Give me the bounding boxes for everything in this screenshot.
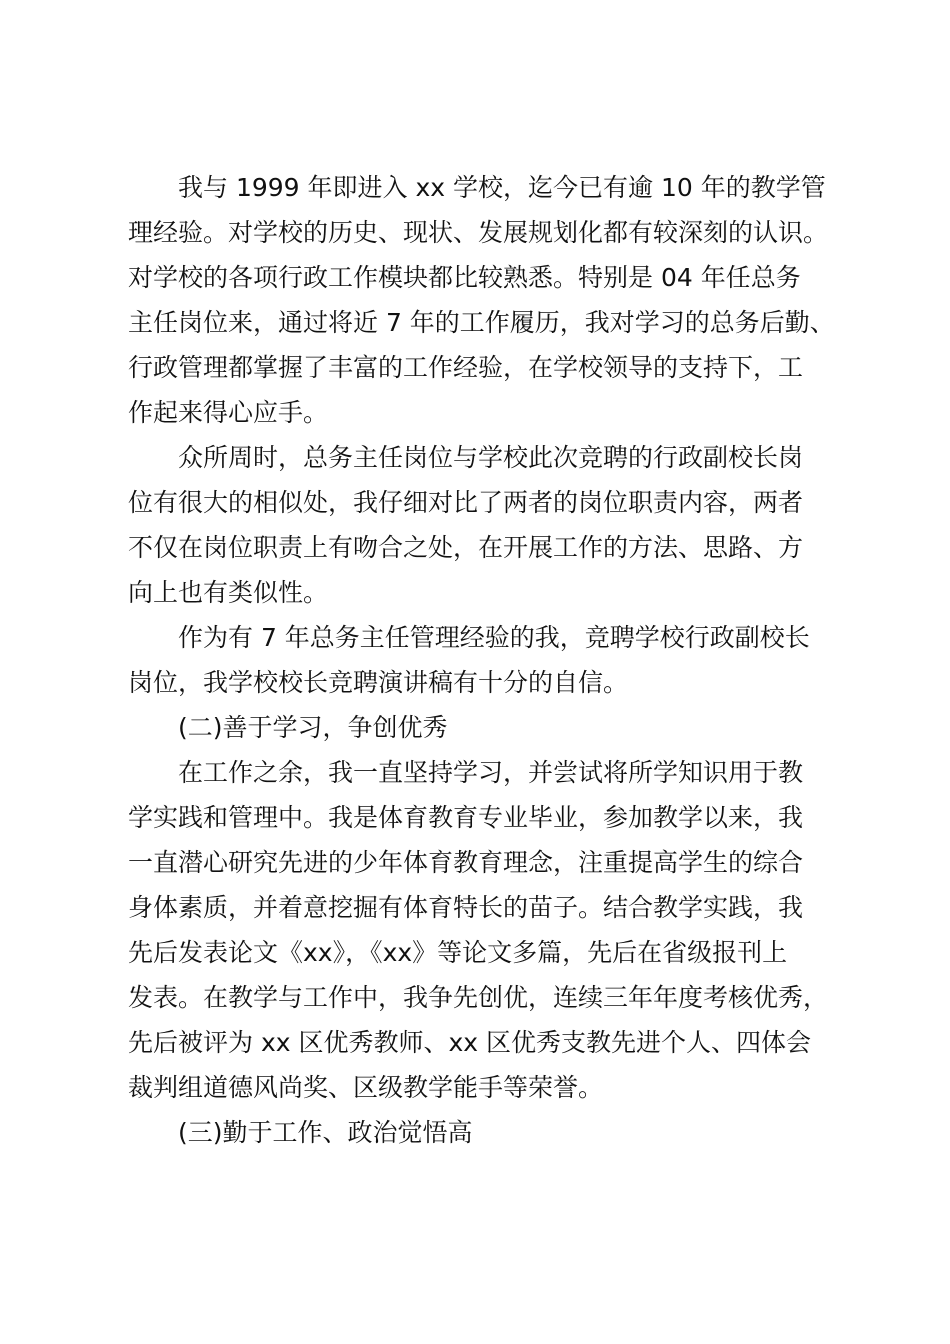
text-line: 在工作之余，我一直坚持学习，并尝试将所学知识用于教: [178, 758, 804, 787]
text-line: 众所周时，总务主任岗位与学校此次竞聘的行政副校长岗: [178, 443, 804, 472]
section-heading-work: [128, 1110, 840, 1155]
text-line: 主任岗位来，通过将近 7 年的工作履历，我对学习的总务后勤、: [128, 308, 835, 337]
text-line: 学实践和管理中。我是体育教育专业毕业，参加教学以来，我: [128, 803, 804, 832]
document-body: [128, 165, 840, 1155]
text-line: 不仅在岗位职责上有吻合之处，在开展工作的方法、思路、方: [128, 533, 804, 562]
text-line: 行政管理都掌握了丰富的工作经验，在学校领导的支持下，工: [128, 353, 804, 382]
text-line: 向上也有类似性。: [128, 578, 329, 607]
text-line: 一直潜心研究先进的少年体育教育理念，注重提高学生的综合: [128, 848, 804, 877]
text-line: 作起来得心应手。: [128, 398, 329, 427]
text-line: 岗位，我学校校长竞聘演讲稿有十分的自信。: [128, 668, 629, 697]
paragraph-confidence: [128, 615, 840, 705]
text-line: 身体素质，并着意挖掘有体育特长的苗子。结合教学实践，我: [128, 893, 804, 922]
text-line: 对学校的各项行政工作模块都比较熟悉。特别是 04 年任总务: [128, 263, 801, 292]
text-line: 先后发表论文《xx》，《xx》等论文多篇，先后在省级报刊上: [128, 938, 788, 967]
section-heading-learning: [128, 705, 840, 750]
text-line: 先后被评为 xx 区优秀教师、xx 区优秀支教先进个人、四体会: [128, 1028, 812, 1057]
heading-line: (三)勤于工作、政治觉悟高: [178, 1118, 473, 1147]
paragraph-learning: [128, 750, 840, 1110]
text-line: 发表。在教学与工作中，我争先创优，连续三年年度考核优秀，: [128, 983, 829, 1012]
heading-line: (二)善于学习，争创优秀: [178, 713, 448, 742]
paragraph-experience: [128, 165, 840, 435]
text-line: 理经验。对学校的历史、现状、发展规划化都有较深刻的认识。: [128, 218, 829, 247]
text-line: 作为有 7 年总务主任管理经验的我，竞聘学校行政副校长: [178, 623, 810, 652]
text-line: 裁判组道德风尚奖、区级教学能手等荣誉。: [128, 1073, 604, 1102]
text-line: 位有很大的相似处，我仔细对比了两者的岗位职责内容，两者: [128, 488, 804, 517]
text-line: 我与 1999 年即进入 xx 学校，迄今已有逾 10 年的教学管: [178, 173, 826, 202]
paragraph-similarity: [128, 435, 840, 615]
